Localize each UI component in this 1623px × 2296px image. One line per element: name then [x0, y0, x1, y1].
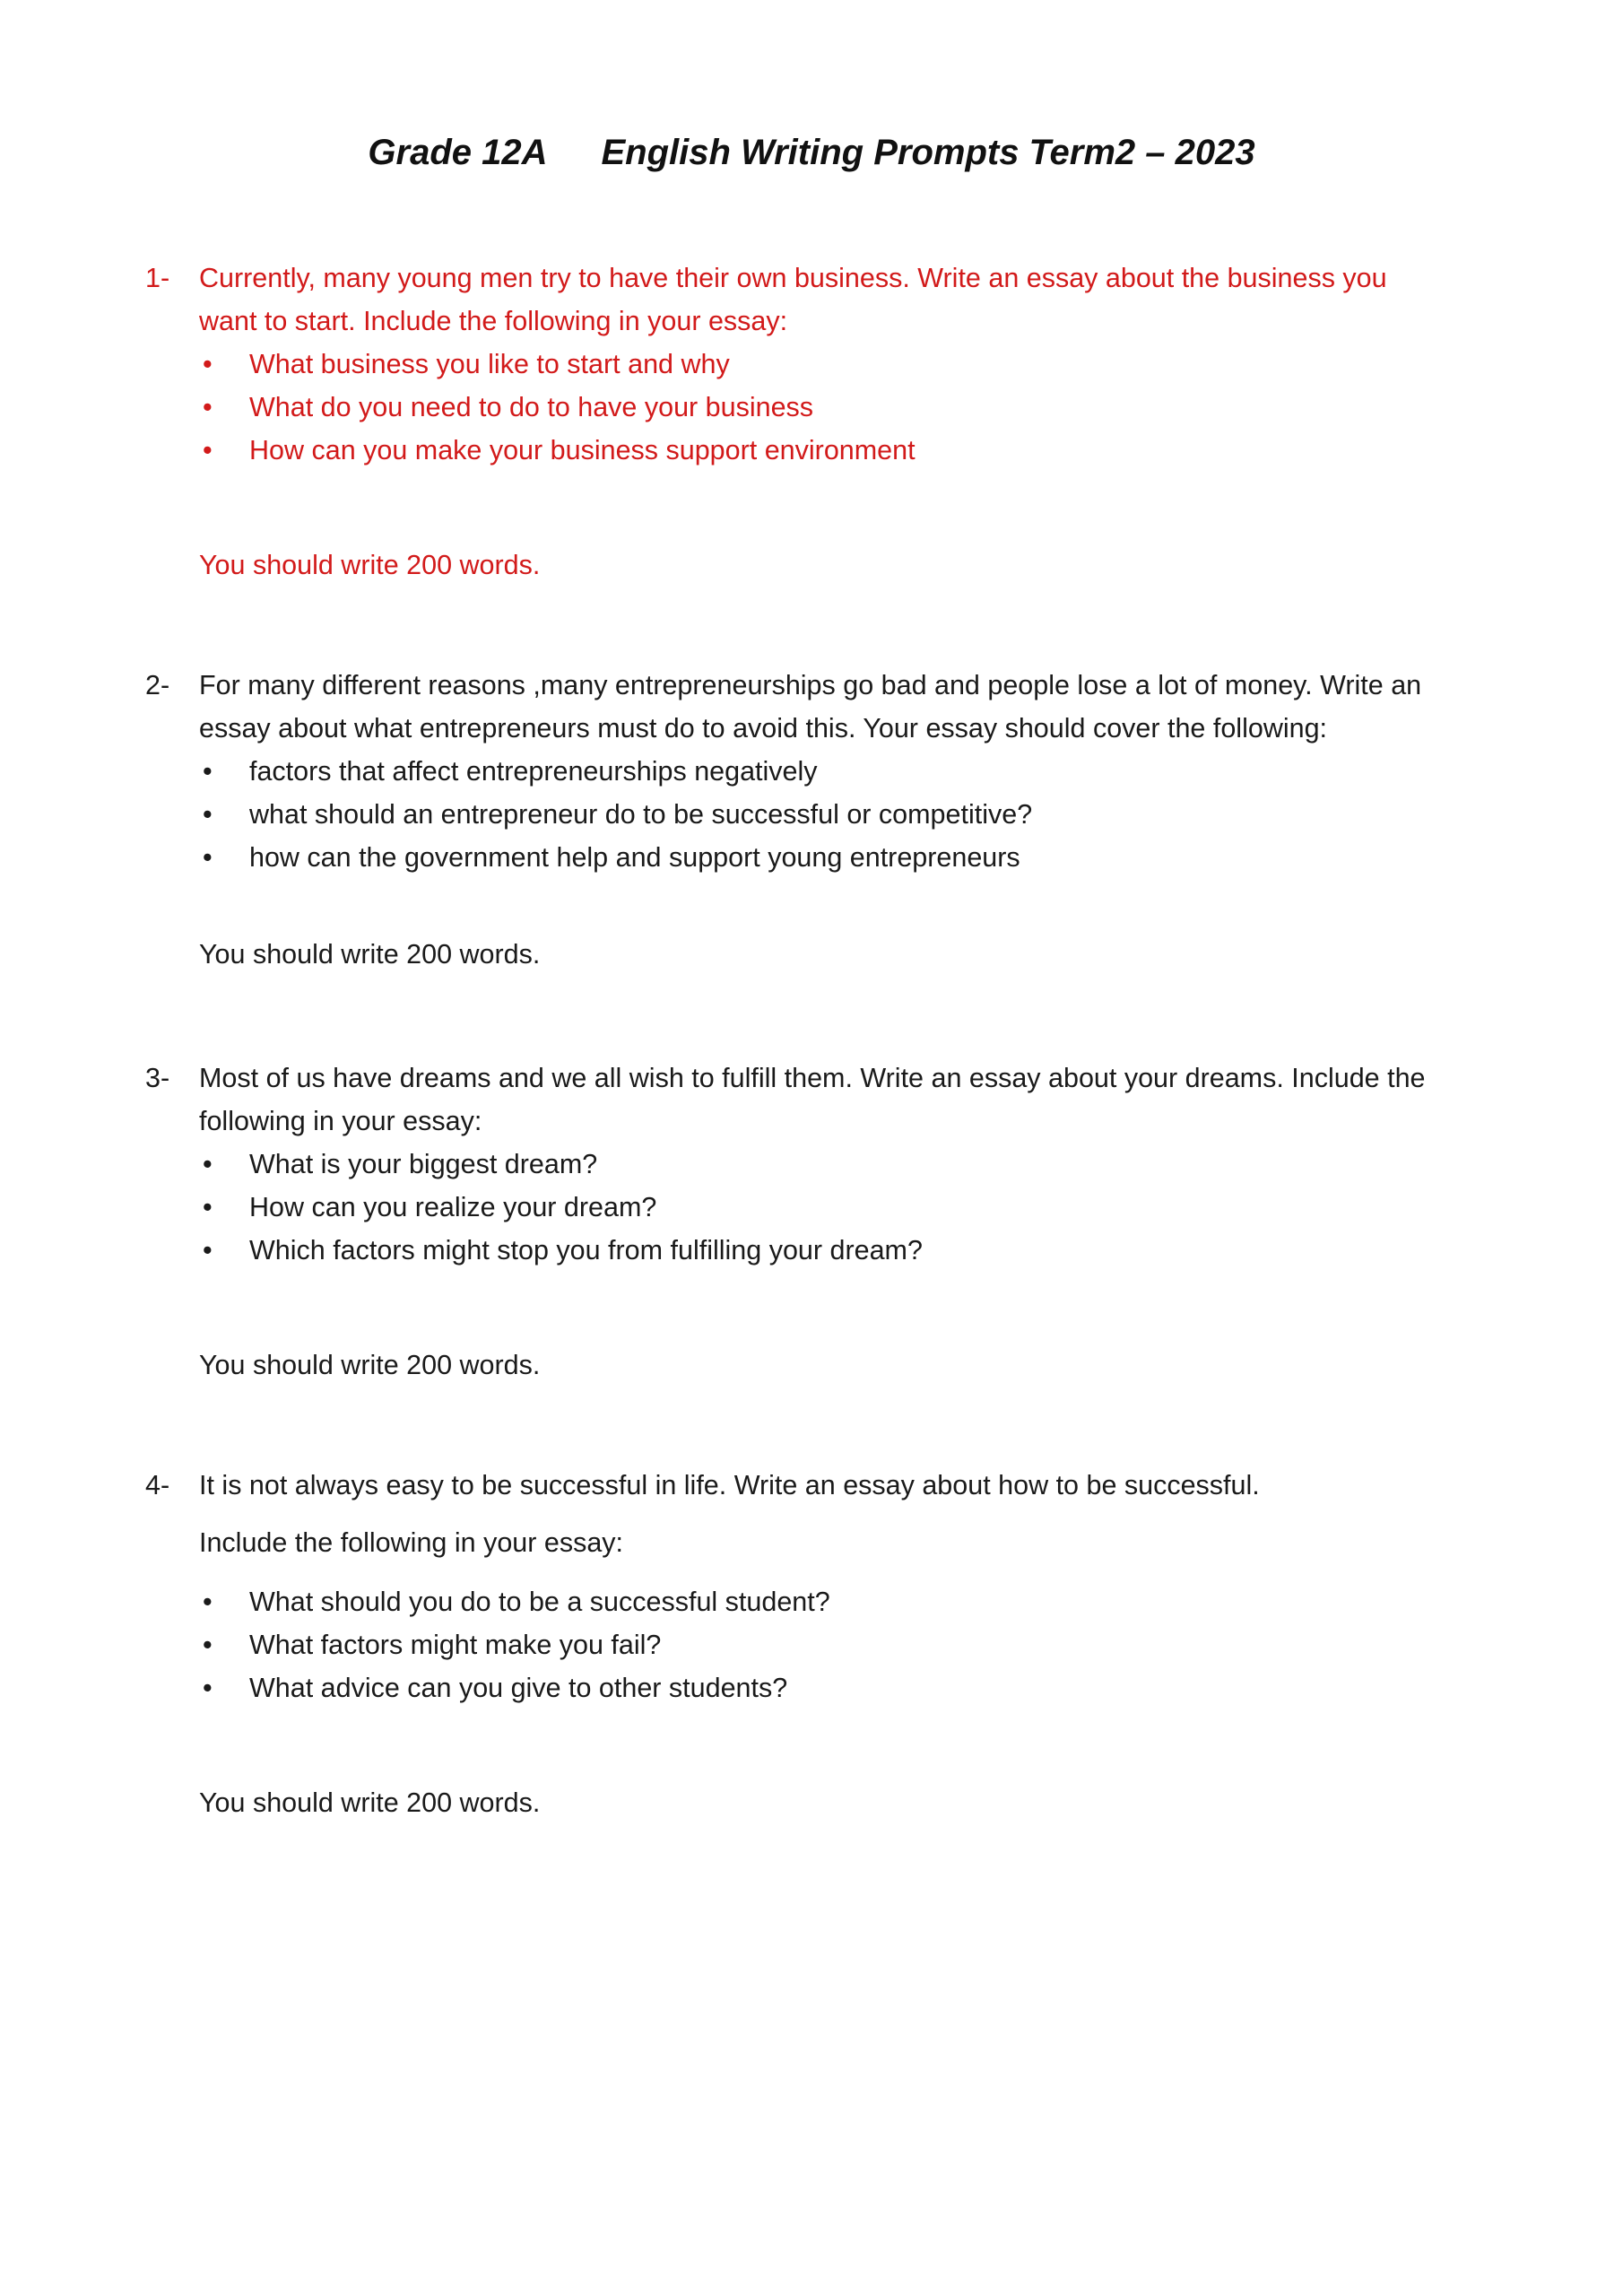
- prompt-intro-continued: Include the following in your essay:: [199, 1527, 624, 1558]
- prompt-intro: It is not always easy to be successful in life. Write an essay about how to be successful.: [199, 1470, 1260, 1500]
- list-item: [199, 386, 1428, 429]
- prompt-number: 2-: [145, 670, 170, 700]
- bullet-icon: •: [203, 799, 213, 830]
- bullet-icon: •: [203, 349, 213, 379]
- bullet-icon: •: [203, 1630, 213, 1660]
- bullet-icon: •: [203, 842, 213, 873]
- prompt-bullet-list: [199, 1143, 1428, 1272]
- bullet-text: factors that affect entrepreneurships negatively: [249, 756, 818, 787]
- bullet-icon: •: [203, 1587, 213, 1617]
- prompt-number: 1-: [145, 263, 170, 293]
- title-subject: English Writing Prompts Term2 – 2023: [601, 133, 1255, 172]
- list-item: [199, 1229, 1428, 1272]
- bullet-text: What is your biggest dream?: [249, 1149, 598, 1179]
- bullet-text: How can you make your business support environment: [249, 435, 916, 465]
- prompt-bullet-list: [199, 1580, 1428, 1709]
- list-item: [199, 1623, 1428, 1666]
- list-item: [199, 1143, 1428, 1186]
- prompt-bullet-list: [199, 343, 1428, 472]
- prompt-bullet-list: [199, 750, 1428, 879]
- word-count-note: You should write 200 words.: [199, 939, 541, 970]
- bullet-icon: •: [203, 435, 213, 465]
- bullet-text: What do you need to do to have your business: [249, 392, 814, 422]
- bullet-icon: •: [203, 1149, 213, 1179]
- bullet-text: what should an entrepreneur do to be successful or competitive?: [249, 799, 1033, 830]
- list-item: [199, 1580, 1428, 1623]
- bullet-text: What business you like to start and why: [249, 349, 730, 379]
- bullet-icon: •: [203, 756, 213, 787]
- prompt-number: 3-: [145, 1063, 170, 1093]
- bullet-icon: •: [203, 392, 213, 422]
- list-item: [199, 1666, 1428, 1709]
- prompt-2: [145, 664, 1428, 976]
- list-item: [199, 836, 1428, 879]
- list-item: [199, 429, 1428, 472]
- prompt-3: [145, 1057, 1428, 1387]
- word-count-note: You should write 200 words.: [199, 1787, 541, 1818]
- bullet-icon: •: [203, 1192, 213, 1222]
- bullet-text: What should you do to be a successful student?: [249, 1587, 830, 1617]
- bullet-text: What factors might make you fail?: [249, 1630, 662, 1660]
- bullet-icon: •: [203, 1235, 213, 1265]
- prompt-intro: Most of us have dreams and we all wish to fulfill them. Write an essay about your dreams. Include the following in your essay:: [199, 1063, 1426, 1136]
- list-item: [199, 750, 1428, 793]
- word-count-note: You should write 200 words.: [199, 550, 541, 580]
- bullet-text: How can you realize your dream?: [249, 1192, 657, 1222]
- prompt-number: 4-: [145, 1470, 170, 1500]
- title-grade: Grade 12A: [368, 133, 548, 172]
- bullet-text: Which factors might stop you from fulfilling your dream?: [249, 1235, 923, 1265]
- word-count-note: You should write 200 words.: [199, 1350, 541, 1380]
- list-item: [199, 793, 1428, 836]
- prompt-1: [145, 257, 1428, 587]
- prompt-intro: For many different reasons ,many entrepreneurships go bad and people lose a lot of money. Write an essay about what entrepreneurs must do to avoid this. Your essay should cover the following:: [199, 670, 1422, 744]
- list-item: [199, 1186, 1428, 1229]
- prompt-intro: Currently, many young men try to have their own business. Write an essay about the business you want to start. Include the following in your essay:: [199, 263, 1387, 336]
- prompt-4: [145, 1464, 1428, 1824]
- bullet-icon: •: [203, 1673, 213, 1703]
- page-title: [0, 133, 1623, 173]
- bullet-text: how can the government help and support young entrepreneurs: [249, 842, 1020, 873]
- bullet-text: What advice can you give to other students?: [249, 1673, 788, 1703]
- list-item: [199, 343, 1428, 386]
